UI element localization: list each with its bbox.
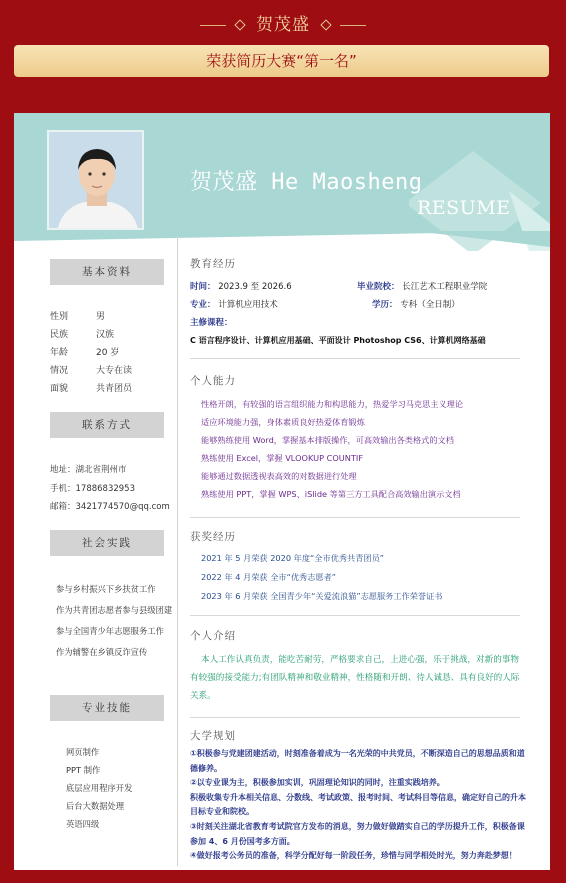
profile-photo bbox=[47, 130, 144, 230]
award-banner: 荣获简历大赛“第一名” bbox=[14, 45, 549, 77]
ability-item: 能够通过数据透视表高效的对数据进行处理 bbox=[201, 471, 357, 481]
practice-item: 参与全国青少年志愿服务工作 bbox=[56, 626, 164, 636]
plan-line: ①积极参与党建团建活动，时刻准备着成为一名光荣的中共党员，不断深造自己的思想品质和道德修养。 bbox=[190, 749, 525, 773]
contact-phone: 手机：17886832953 bbox=[50, 484, 135, 494]
ability-title: 个人能力 bbox=[190, 375, 236, 387]
ability-item: 能够熟练使用 Word，掌握基本排版操作，可高效输出各类格式的文档 bbox=[201, 435, 454, 445]
education-degree: 学历： 专科（全日制） bbox=[372, 300, 460, 310]
basic-row: 情况 大专在读 bbox=[50, 366, 133, 376]
intro-title: 个人介绍 bbox=[190, 630, 236, 642]
plan-line: ④做好报考公务员的准备，科学分配好每一阶段任务，珍惜与同学相处时光，努力奔赴梦想！ bbox=[190, 851, 517, 861]
title-line-left bbox=[200, 25, 226, 26]
title-text: 贺茂盛 bbox=[256, 15, 310, 35]
skills-header: 专业技能 bbox=[50, 695, 164, 721]
practice-item: 作为共青团志愿者参与县级团建 bbox=[56, 605, 173, 615]
title-line-right bbox=[340, 25, 366, 26]
ability-item: 适应环境能力强，身体素质良好热爱体育锻炼 bbox=[201, 417, 365, 427]
contact-email: 邮箱：3421774570@qq.com bbox=[50, 502, 170, 512]
basic-info-header: 基本资料 bbox=[50, 259, 164, 285]
ability-item: 性格开朗，有较强的语言组织能力和构思能力，热爱学习马克思主义理论 bbox=[201, 399, 464, 409]
award-item: 2022 年 4 月荣获 全市“优秀志愿者” bbox=[201, 572, 337, 582]
skill-item: 后台大数据处理 bbox=[66, 801, 125, 811]
award-item: 2021 年 5 月荣获 2020 年度“全市优秀共青团员” bbox=[201, 553, 385, 563]
title-diamond-left bbox=[234, 19, 245, 30]
practice-header: 社会实践 bbox=[50, 530, 164, 556]
basic-row: 年龄 20 岁 bbox=[50, 348, 120, 358]
header-slant bbox=[14, 231, 550, 255]
education-school: 毕业院校： 长江艺术工程职业学院 bbox=[357, 282, 488, 292]
courses-list: C 语言程序设计、计算机应用基础、平面设计 Photoshop CS6、计算机网络基础 bbox=[190, 336, 486, 345]
title-diamond-right bbox=[321, 19, 332, 30]
ability-item: 熟练使用 Excel，掌握 VLOOKUP COUNTIF bbox=[201, 453, 364, 463]
contact-address: 地址：湖北省荆州市 bbox=[50, 465, 127, 475]
practice-item: 作为辅警在乡镇反诈宣传 bbox=[56, 647, 148, 657]
skill-item: 网页制作 bbox=[66, 747, 100, 757]
practice-item: 参与乡村振兴下乡扶贫工作 bbox=[56, 584, 156, 594]
section-divider bbox=[190, 358, 520, 359]
basic-row: 面貌 共青团员 bbox=[50, 384, 133, 394]
basic-row: 民族 汉族 bbox=[50, 330, 115, 340]
contact-header: 联系方式 bbox=[50, 412, 164, 438]
column-divider bbox=[177, 236, 178, 866]
resume-name: 贺茂盛 He Maosheng bbox=[190, 170, 423, 195]
intro-text: 本人工作认真负责，能吃苦耐劳，严格要求自己，上进心强，乐于挑战，对新的事物有较强的接受能力;有团队精神和敬业精神，性格随和开朗、待人诚恳、具有良好的人际关系。 bbox=[190, 655, 520, 701]
basic-row: 性别 男 bbox=[50, 312, 106, 322]
education-time: 时间： 2023.9 至 2026.6 bbox=[190, 282, 292, 292]
plan-title: 大学规划 bbox=[190, 730, 236, 742]
courses-label: 主修课程： bbox=[190, 318, 233, 328]
top-title bbox=[0, 10, 566, 35]
section-divider bbox=[190, 615, 520, 616]
skill-item: 底层应用程序开发 bbox=[66, 783, 133, 793]
award-item: 2023 年 6 月荣获 全国青少年“关爱流浪猫”志愿服务工作荣誉证书 bbox=[201, 591, 443, 601]
plan-line: ②以专业课为主，积极参加实训，巩固理论知识的同时，注重实践培养。 bbox=[190, 778, 445, 788]
skill-item: PPT 制作 bbox=[66, 765, 101, 775]
section-divider bbox=[190, 517, 520, 518]
plan-line: 积极收集专升本相关信息、分数线、考试政策、报考时间、考试科目等信息，确定好自己的升本目标专业和院校。 bbox=[190, 792, 526, 817]
awards-title: 获奖经历 bbox=[190, 531, 236, 543]
education-major: 专业： 计算机应用技术 bbox=[190, 300, 278, 310]
plan-line: ③时刻关注湖北省教育考试院官方发布的消息，努力做好做踏实自己的学历提升工作，积极备课参加 4、6 月份国考多方面。 bbox=[190, 821, 525, 846]
education-title: 教育经历 bbox=[190, 258, 236, 270]
skill-item: 英语四级 bbox=[66, 819, 100, 829]
ability-item: 熟练使用 PPT，掌握 WPS、iSlide 等第三方工具配合高效输出演示文档 bbox=[201, 489, 461, 499]
plan-text bbox=[190, 747, 530, 864]
section-divider bbox=[190, 717, 520, 718]
resume-page bbox=[14, 113, 550, 870]
resume-watermark: RESUME bbox=[417, 197, 511, 219]
person-photo-icon bbox=[49, 132, 144, 230]
